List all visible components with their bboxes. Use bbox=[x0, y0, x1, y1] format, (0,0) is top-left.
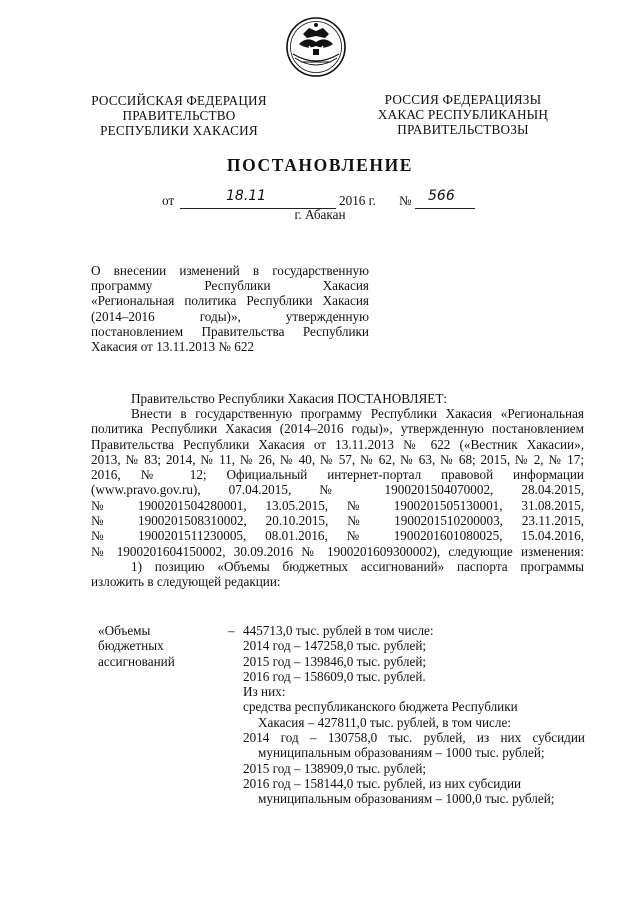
table-value-line: 2014 год – 147258,0 тыс. рублей; bbox=[243, 638, 427, 654]
budget-table-label bbox=[98, 623, 228, 669]
number-sign: № bbox=[399, 193, 412, 208]
header-right-line: ХАКАС РЕСПУБЛИКАНЫҢ bbox=[377, 107, 549, 122]
main-paragraph bbox=[91, 406, 584, 590]
paragraph-line: 2013, № 83; 2014, № 11, № 26, № 40, № 57, № 62, № 63, № 68; 2015, № 2, № 17; bbox=[91, 451, 584, 467]
subject-line: О внесении изменений в государственную bbox=[91, 263, 369, 278]
subject-line: постановлением Правительства Республики bbox=[91, 323, 369, 339]
resolves-statement: Правительство Республики Хакасия ПОСТАНОВЛЯЕТ: bbox=[131, 391, 448, 406]
coat-of-arms-emblem bbox=[285, 16, 347, 78]
paragraph-line: Правительства Республики Хакасия от 13.11.2013 № 622 («Вестник Хакасии», bbox=[91, 436, 584, 452]
table-value-line: муниципальным образованиям – 1000 тыс. рублей; bbox=[258, 745, 545, 761]
subject-line: (2014–2016 годы)», утвержденную bbox=[91, 308, 369, 324]
header-left-line: РОССИЙСКАЯ ФЕДЕРАЦИЯ bbox=[91, 93, 267, 108]
table-value-line: муниципальным образованиям – 1000,0 тыс. рублей; bbox=[258, 791, 555, 807]
paragraph-line: № 1900201604150002, 30.09.2016 № 1900201609300002), следующие изменения: bbox=[91, 543, 584, 559]
handwritten-date: 18.11 bbox=[226, 188, 267, 204]
table-value-line: средства республиканского бюджета Республики bbox=[243, 699, 518, 715]
table-value-line: 2015 год – 139846,0 тыс. рублей; bbox=[243, 653, 427, 669]
paragraph-line: 2016, № 12; Официальный интернет-портал правовой информации bbox=[91, 467, 584, 483]
paragraph-line: Внести в государственную программу Республики Хакасия «Региональная bbox=[131, 406, 584, 421]
table-value-line: Хакасия – 427811,0 тыс. рублей, в том числе: bbox=[258, 714, 511, 730]
paragraph-line: политика Республики Хакасия (2014–2016 годы)», утвержденную постановлением bbox=[91, 421, 584, 437]
table-dash: – bbox=[228, 623, 235, 638]
document-subject bbox=[91, 263, 369, 354]
paragraph-line: № 1900201511230005, 08.01.2016, № 1900201601080025, 15.04.2016, bbox=[91, 528, 584, 544]
handwritten-number: 566 bbox=[428, 188, 455, 204]
table-value-line: 2016 год – 158609,0 тыс. рублей. bbox=[243, 668, 426, 684]
header-left bbox=[88, 93, 270, 138]
paragraph-line: изложить в следующей редакции: bbox=[91, 574, 281, 590]
header-right-line: РОССИЯ ФЕДЕРАЦИЯЗЫ bbox=[384, 92, 542, 107]
date-from-label: от bbox=[162, 193, 175, 208]
paragraph-line: (www.pravo.gov.ru), 07.04.2015, № 1900201504070002, 28.04.2015, bbox=[91, 482, 584, 498]
year-label: 2016 г. bbox=[339, 193, 376, 208]
table-value-line: Из них: bbox=[243, 684, 286, 700]
table-value-line: 2016 год – 158144,0 тыс. рублей, из них субсидии bbox=[243, 775, 522, 791]
header-left-line: РЕСПУБЛИКИ ХАКАСИЯ bbox=[100, 123, 258, 138]
table-label-line: ассигнований bbox=[98, 653, 175, 669]
subject-line: программу Республики Хакасия bbox=[91, 278, 369, 294]
header-right bbox=[372, 92, 554, 137]
city-label: г. Абакан bbox=[294, 207, 346, 222]
header-left-line: ПРАВИТЕЛЬСТВО bbox=[122, 108, 236, 123]
table-value-line: 445713,0 тыс. рублей в том числе: bbox=[243, 623, 434, 638]
budget-table-values bbox=[243, 623, 585, 807]
table-label-line: «Объемы bbox=[98, 623, 151, 638]
paragraph-line: № 1900201508310002, 20.10.2015, № 1900201510200003, 23.11.2015, bbox=[91, 513, 584, 529]
table-value-line: 2015 год – 138909,0 тыс. рублей; bbox=[243, 760, 427, 776]
table-value-line: 2014 год – 130758,0 тыс. рублей, из них субсидии bbox=[243, 730, 585, 746]
paragraph-line: № 1900201504280001, 13.05.2015, № 1900201505130001, 31.08.2015, bbox=[91, 497, 584, 513]
document-title: ПОСТАНОВЛЕНИЕ bbox=[226, 155, 414, 175]
paragraph-line: 1) позицию «Объемы бюджетных ассигнований» паспорта программы bbox=[131, 558, 584, 574]
header-right-line: ПРАВИТЕЛЬСТВОЗЫ bbox=[397, 122, 529, 137]
subject-line: Хакасия от 13.11.2013 № 622 bbox=[91, 338, 255, 354]
table-label-line: бюджетных bbox=[98, 638, 164, 654]
subject-line: «Региональная политика Республики Хакасия bbox=[91, 293, 369, 309]
